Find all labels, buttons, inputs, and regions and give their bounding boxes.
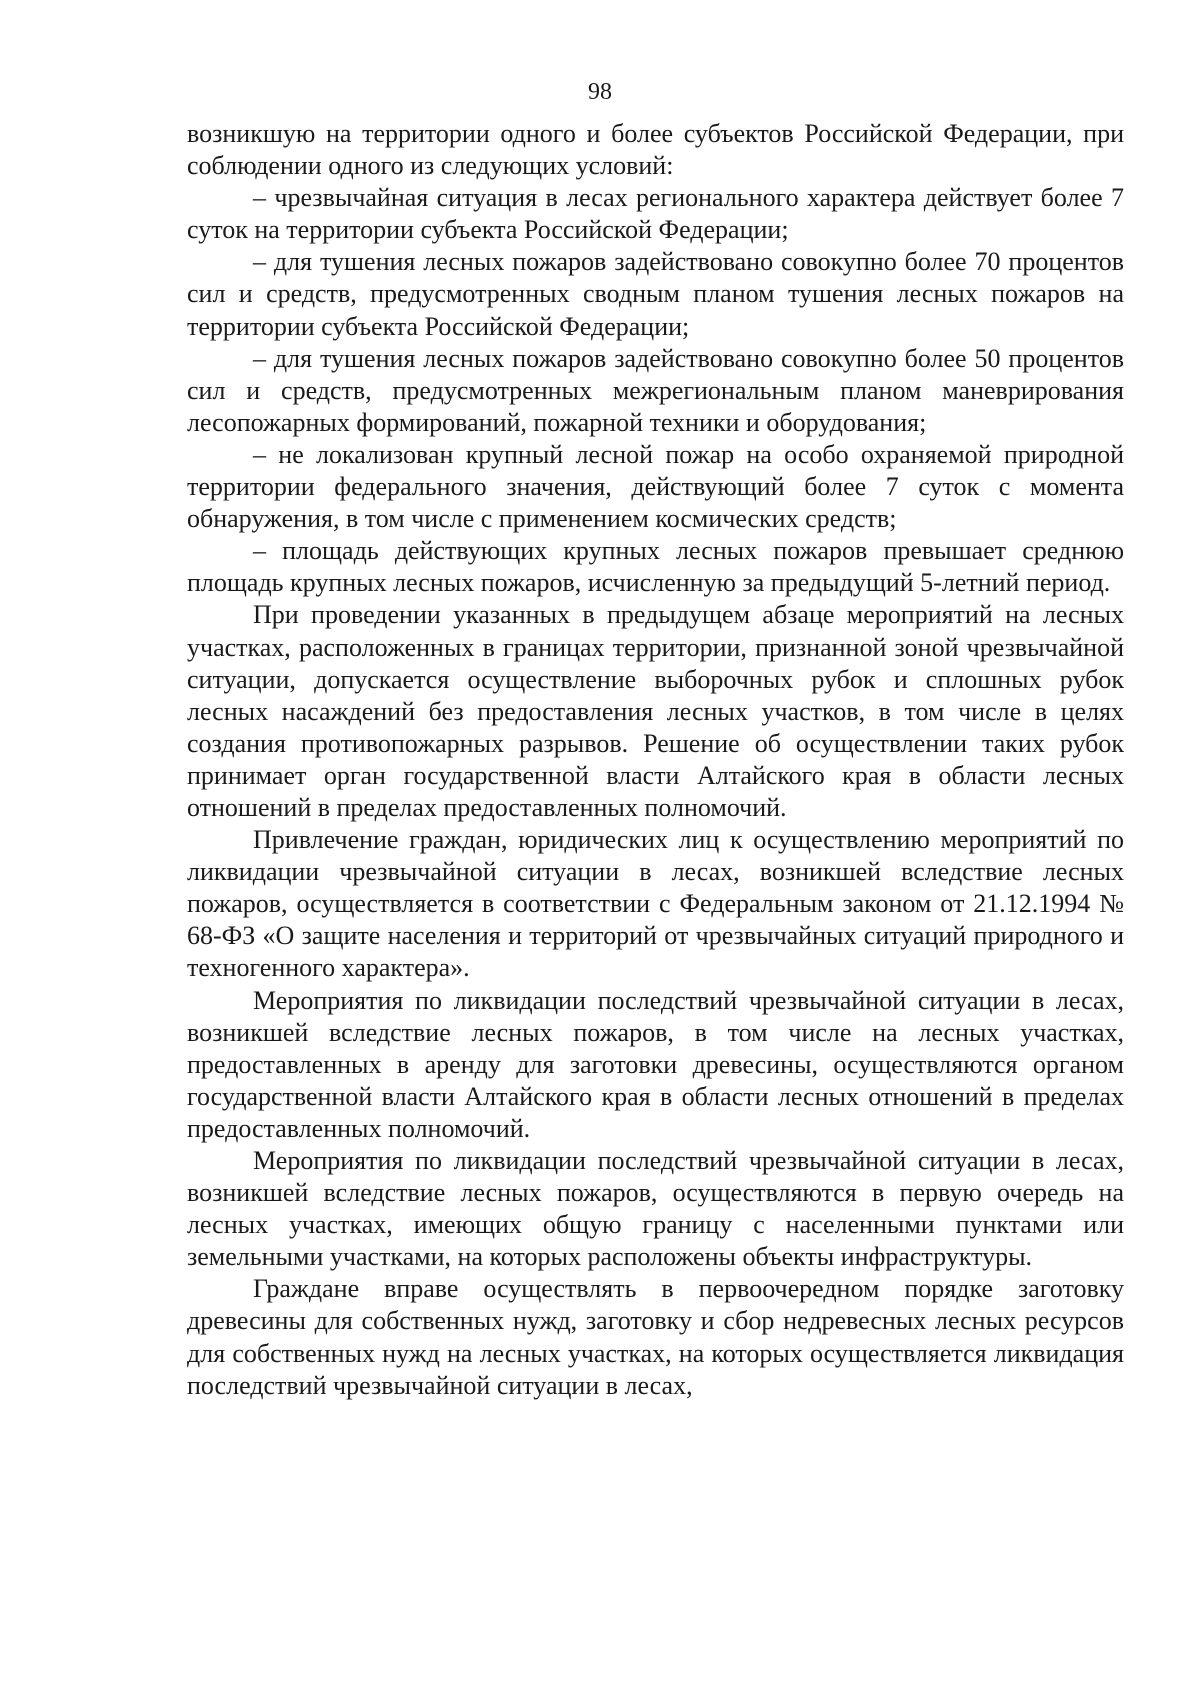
list-item-forces-70: – для тушения лесных пожаров задействовано совокупно более 70 процентов сил и средств, предусмотренных сводным планом тушения лесных пожаров на территории субъекта Российской Федерации; — [187, 247, 1124, 341]
paragraph-aftermath-measures: Мероприятия по ликвидации последствий чрезвычайной ситуации в лесах, возникшей вследствие лесных пожаров, в том числе на лесных участках, предоставленных в аренду для заготовки древесины, осуществляются органом государственной власти Алтайского края в области лесных отношений в пределах предоставленных полномочий. — [187, 985, 1124, 1143]
list-item-protected-area: – не локализован крупный лесной пожар на особо охраняемой природной территории федерального значения, действующий более 7 суток с момента обнаружения, в том числе с применением космических средств; — [187, 439, 1124, 534]
paragraph-priority-plots: Мероприятия по ликвидации последствий чрезвычайной ситуации в лесах, возникшей вследствие лесных пожаров, осуществляются в первую очередь на лесных участках, имеющих общую границу с населенными пунктами или земельными участками, на которых расположены объекты инфраструктуры. — [187, 1146, 1124, 1272]
paragraph-citizens-rights: Граждане вправе осуществлять в первоочередном порядке заготовку древесины для собственных нужд, заготовку и сбор недревесных лесных ресурсов для собственных нужд на лесных участках, на которых осуществляется ликвидация последствий чрезвычайной ситуации в лесах, — [187, 1274, 1124, 1400]
paragraph-continuation: возникшую на территории одного и более субъектов Российской Федерации, при соблюдении одного из следующих условий: — [187, 119, 1124, 181]
list-item-fire-area: – площадь действующих крупных лесных пожаров превышает среднюю площадь крупных лесных пожаров, исчисленную за предыдущий 5-летний период. — [187, 536, 1124, 598]
page-number: 98 — [588, 79, 612, 105]
document-body — [187, 118, 1124, 1402]
paragraph-citizens-involvement: Привлечение граждан, юридических лиц к осуществлению мероприятий по ликвидации чрезвычайной ситуации в лесах, возникшей вследствие лесных пожаров, осуществляется в соответствии с Федеральным законом от 21.12.1994 № 68-ФЗ «О защите населения и территорий от чрезвычайных ситуаций природного и техногенного характера». — [187, 825, 1124, 983]
list-item-forces-50: – для тушения лесных пожаров задействовано совокупно более 50 процентов сил и средств, предусмотренных межрегиональным планом маневрирования лесопожарных формирований, пожарной техники и оборудования; — [187, 343, 1124, 437]
paragraph-logging: При проведении указанных в предыдущем абзаце мероприятий на лесных участках, расположенных в границах территории, признанной зоной чрезвычайной ситуации, допускается осуществление выборочных рубок и сплошных рубок лесных насаждений без предоставления лесных участков, в том числе в целях создания противопожарных разрывов. Решение об осуществлении таких рубок принимает орган государственной власти Алтайского края в области лесных отношений в пределах предоставленных полномочий. — [187, 600, 1124, 822]
list-item-duration: – чрезвычайная ситуация в лесах регионального характера действует более 7 суток на территории субъекта Российской Федерации; — [187, 183, 1124, 245]
